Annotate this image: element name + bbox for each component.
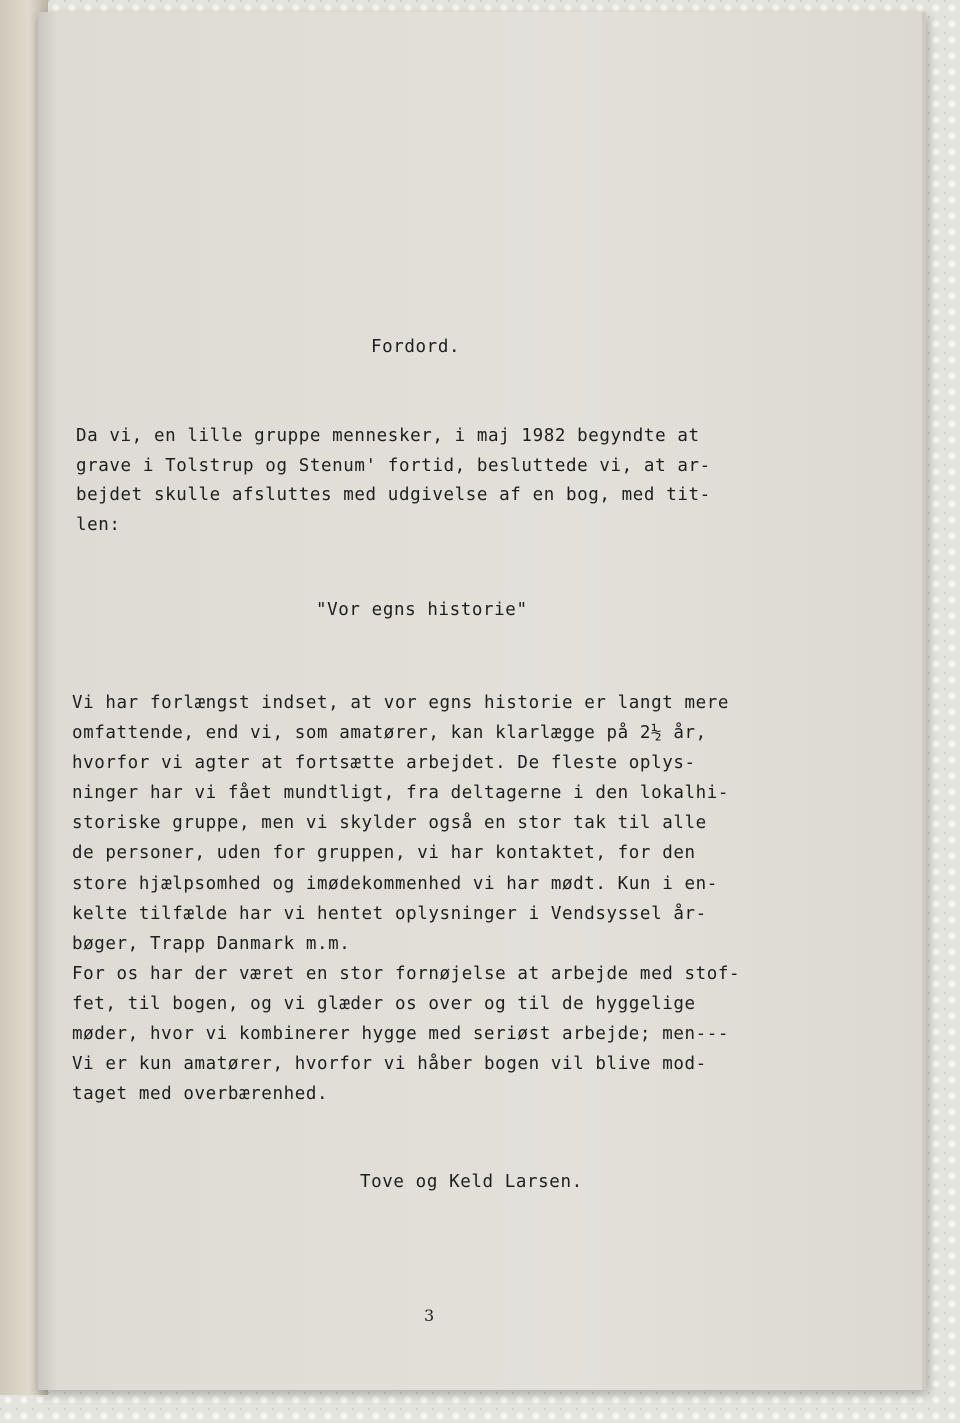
signature: Tove og Keld Larsen. bbox=[360, 1172, 583, 1192]
main-paragraph: Vi har forlængst indset, at vor egns historie er langt mere omfattende, end vi, som amatører, kan klarlægge på 2½ år, hvorfor vi agter at fortsætte arbejdet. De fleste oplys- ninger har vi fået mundtligt, fra deltagerne i den lokalhi- storiske gruppe, men vi skylder også en stor tak til alle de personer, uden for gruppen, vi har kontaktet, for den store hjælpsomhed og imødekommenhed vi har mødt. Kun i en- kelte tilfælde har vi hentet oplysninger i Vendsyssel år- bøger, Trapp Danmark m.m. For os har der været en stor fornøjelse at arbejde med stof- fet, til bogen, og vi glæder os over og til de hyggelige møder, hvor vi kombinerer hygge med seriøst arbejde; men--- Vi er kun amatører, hvorfor vi håber bogen vil blive mod- taget med overbærenhed. bbox=[72, 693, 741, 1105]
book-page bbox=[38, 12, 926, 1390]
intro-paragraph: Da vi, en lille gruppe mennesker, i maj 1982 begyndte at grave i Tolstrup og Stenum' fortid, besluttede vi, at ar- bejdet skulle afsluttes med udgivelse af en bog, med tit- len: bbox=[76, 426, 711, 535]
page-number: 3 bbox=[424, 1306, 435, 1325]
book-title-quote: "Vor egns historie" bbox=[316, 600, 528, 620]
page-title: Fordord. bbox=[371, 337, 461, 357]
